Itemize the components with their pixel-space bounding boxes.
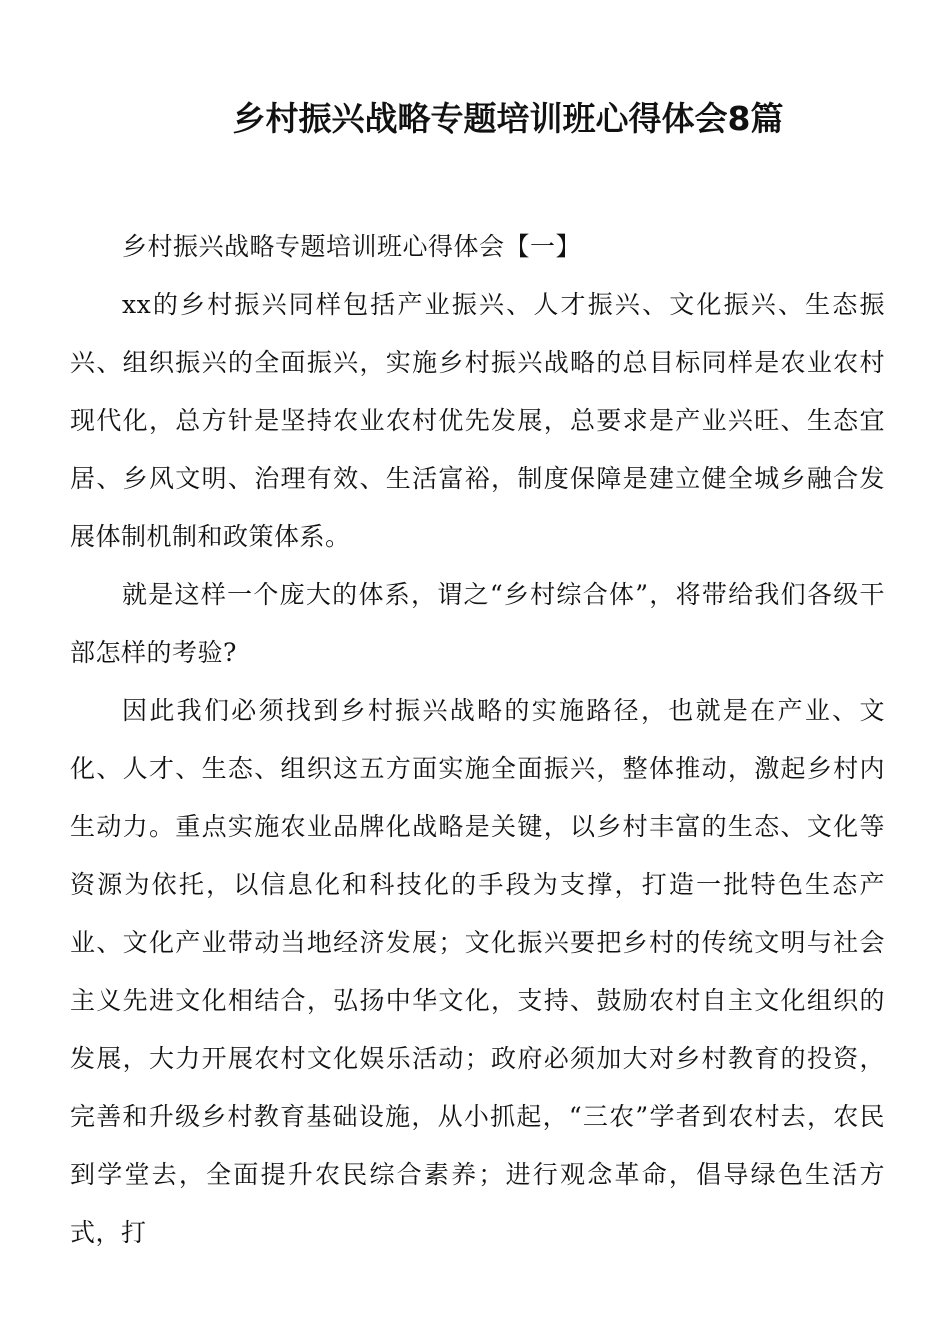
- paragraph-2: 就是这样一个庞大的体系，谓之“乡村综合体”，将带给我们各级干部怎样的考验?: [70, 580, 885, 667]
- document-body: [70, 218, 885, 1262]
- paragraph-1: xx的乡村振兴同样包括产业振兴、人才振兴、文化振兴、生态振兴、组织振兴的全面振兴，实施乡村振兴战略的总目标同样是农业农村现代化，总方针是坚持农业农村优先发展，总要求是产业兴旺、生态宜居、乡风文明、治理有效、生活富裕，制度保障是建立健全城乡融合发展体制机制和政策体系。: [70, 290, 885, 551]
- paragraph-3: 因此我们必须找到乡村振兴战略的实施路径，也就是在产业、文化、人才、生态、组织这五方面实施全面振兴，整体推动，激起乡村内生动力。重点实施农业品牌化战略是关键，以乡村丰富的生态、文化等资源为依托，以信息化和科技化的手段为支撑，打造一批特色生态产业、文化产业带动当地经济发展；文化振兴要把乡村的传统文明与社会主义先进文化相结合，弘扬中华文化，支持、鼓励农村自主文化组织的发展，大力开展农村文化娱乐活动；政府必须加大对乡村教育的投资，完善和升级乡村教育基础设施，从小抓起，“三农”学者到农村去，农民到学堂去，全面提升农民综合素养；进行观念革命，倡导绿色生活方式，打: [70, 696, 885, 1247]
- document-title: 乡村振兴战略专题培训班心得体会8篇: [232, 99, 784, 138]
- section-heading: 乡村振兴战略专题培训班心得体会【一】: [122, 232, 582, 261]
